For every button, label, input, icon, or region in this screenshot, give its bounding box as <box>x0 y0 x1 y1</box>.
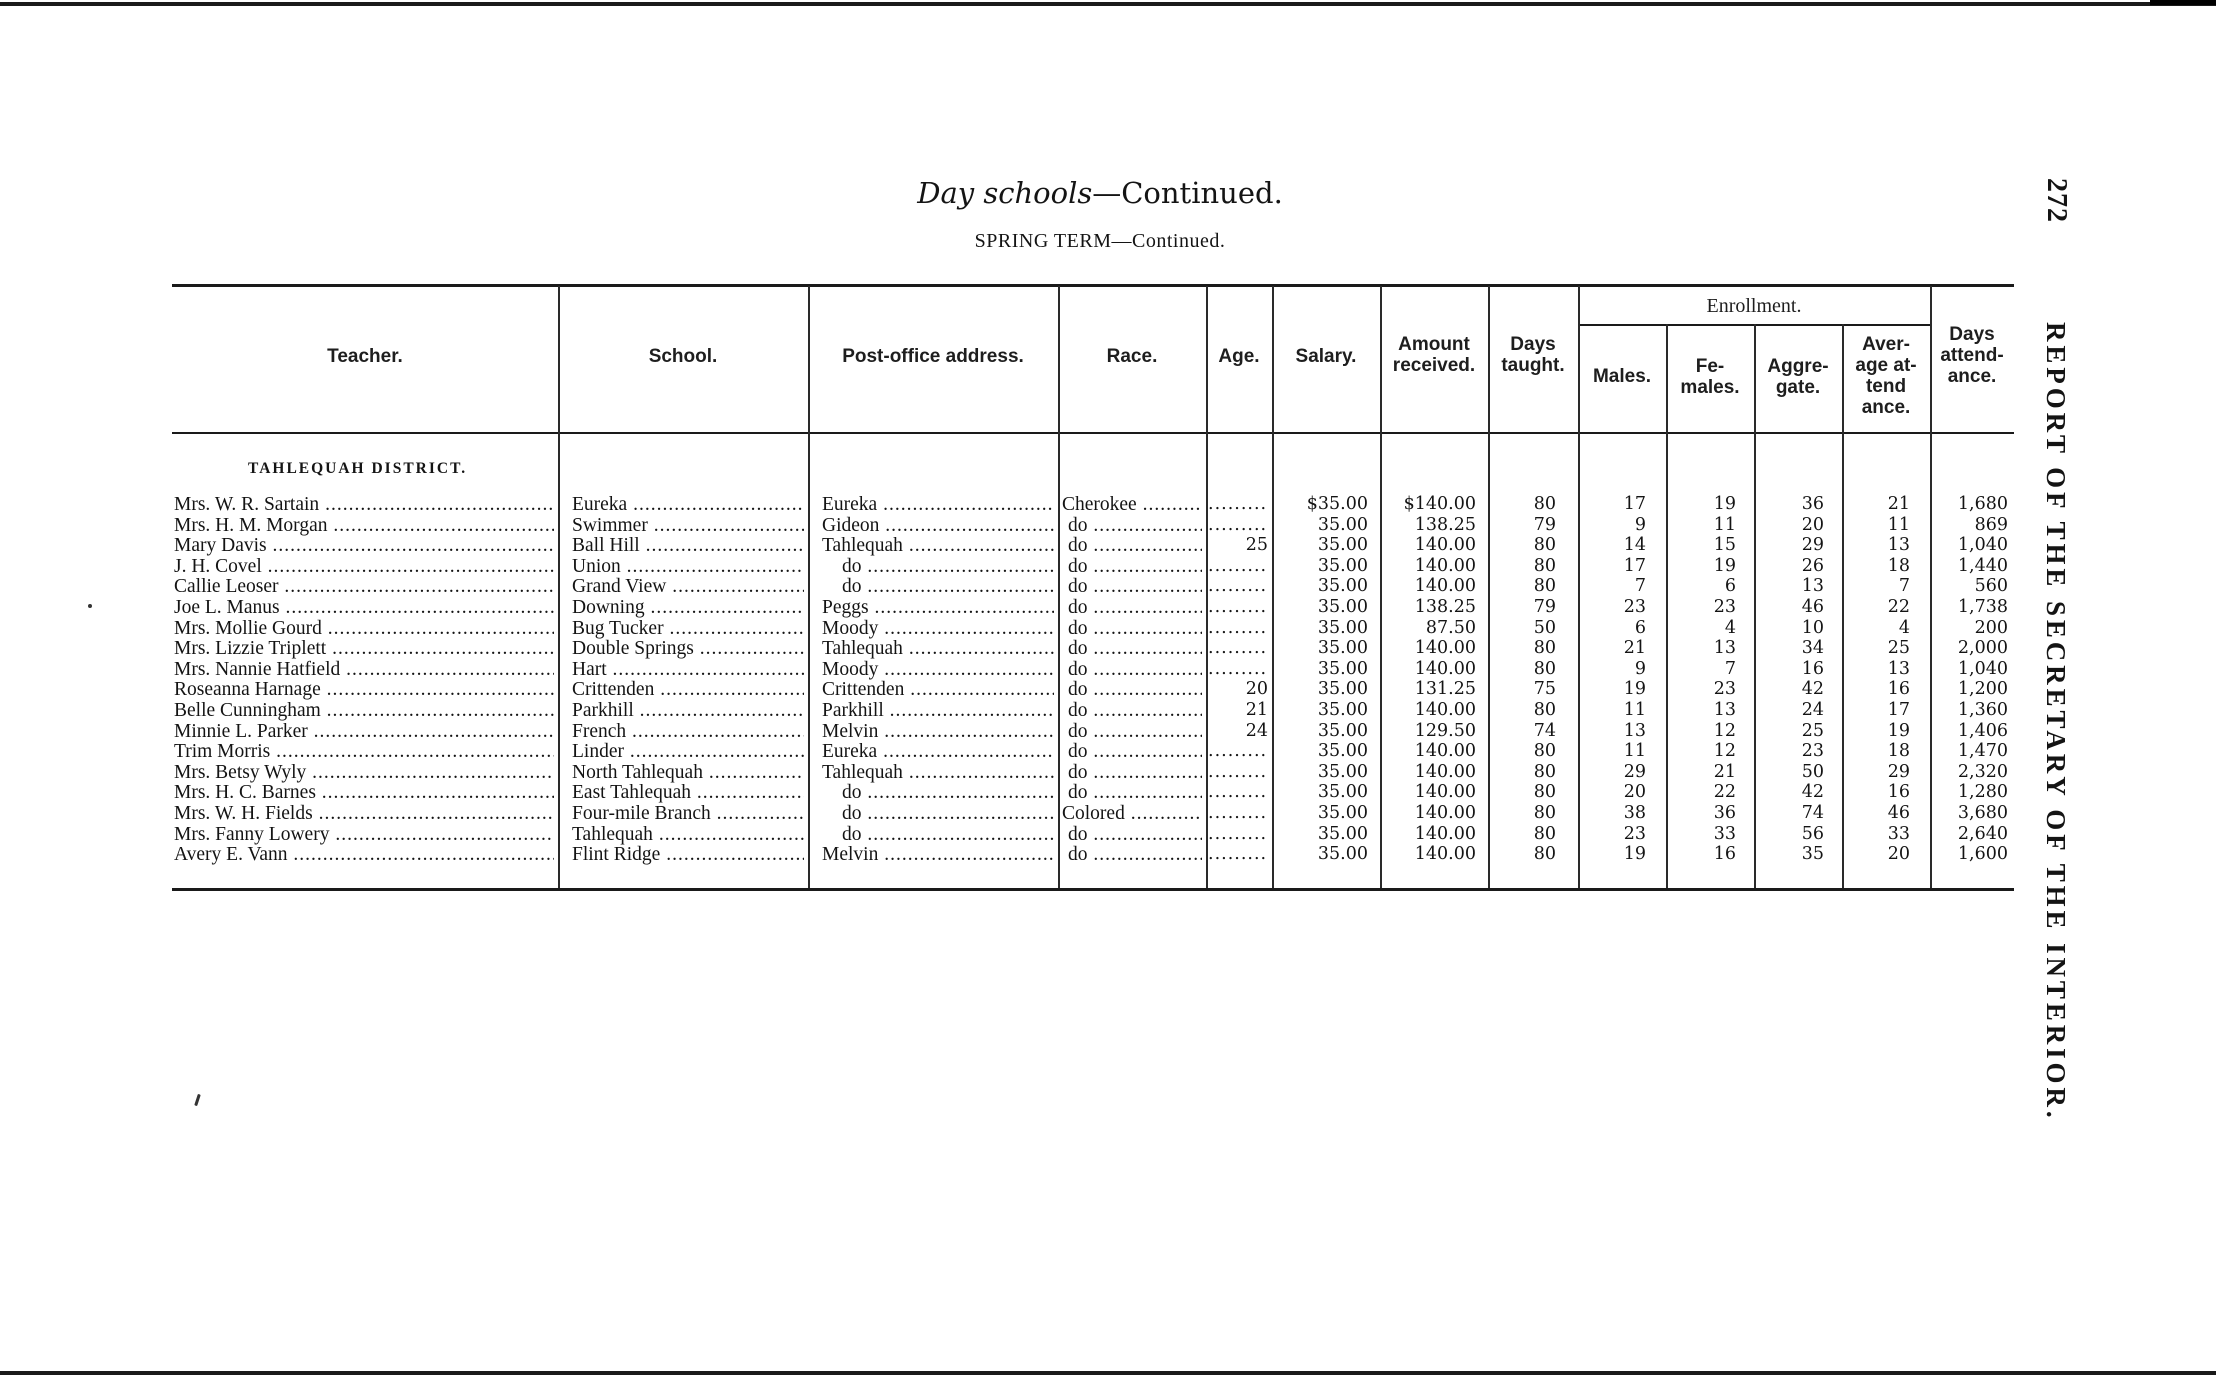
table-row <box>172 618 2014 639</box>
cell-amount: 138.25 <box>1414 514 1476 535</box>
table-row <box>172 700 2014 721</box>
page-title <box>0 176 2200 210</box>
cell-post-office: Eureka ..... <box>822 741 1054 762</box>
cell-females: 23 <box>1713 597 1736 617</box>
cell-days-taught: 80 <box>1533 700 1556 720</box>
cell-post-office: Moody ..... <box>822 659 1054 680</box>
cell-age <box>1208 556 1268 577</box>
cell-females: 23 <box>1713 679 1736 700</box>
table-row <box>172 721 2014 742</box>
cell-females: 4 <box>1724 617 1736 638</box>
header-teacher: Teacher. <box>327 346 403 367</box>
cell-age <box>1208 741 1268 762</box>
cell-post-office: Gideon ..... <box>822 515 1054 536</box>
cell-school: East Tahlequah ..... <box>572 782 804 803</box>
cell-salary: 35.00 <box>1317 638 1368 659</box>
cell-males: 19 <box>1623 844 1646 865</box>
cell-days-taught: 80 <box>1533 576 1556 597</box>
cell-males: 38 <box>1623 803 1646 823</box>
cell-post-office: Eureka ..... <box>822 494 1054 515</box>
cell-age <box>1208 762 1268 783</box>
cell-age <box>1208 844 1268 865</box>
cell-school: Bug Tucker ..... <box>572 618 804 639</box>
cell-post-office: Melvin ..... <box>822 721 1054 742</box>
cell-age: 21 <box>1245 700 1268 720</box>
cell-days-taught: 80 <box>1533 535 1556 556</box>
cell-post-office: Moody ..... <box>822 618 1054 639</box>
cell-race: do ..... <box>1062 762 1202 783</box>
table-row <box>172 638 2014 659</box>
table-row <box>172 844 2014 865</box>
cell-race: do ..... <box>1062 638 1202 659</box>
cell-average-attendance: 18 <box>1887 741 1910 762</box>
table-row <box>172 803 2014 824</box>
table-row <box>172 741 2014 762</box>
cell-amount: 140.00 <box>1414 700 1476 720</box>
cell-teacher: Mrs. Lizzie Triplett ..... <box>174 638 554 659</box>
cell-aggregate: 20 <box>1801 514 1824 535</box>
cell-aggregate: 10 <box>1801 617 1824 638</box>
cell-race: Colored ..... <box>1062 803 1202 824</box>
cell-salary: 35.00 <box>1317 761 1368 782</box>
cell-females: 19 <box>1713 555 1736 576</box>
cell-males: 6 <box>1634 617 1646 638</box>
cell-amount: 140.00 <box>1414 658 1476 679</box>
header-amount-line2: received. <box>1392 355 1476 376</box>
cell-post-office: Melvin ..... <box>822 844 1054 865</box>
cell-amount: 140.00 <box>1414 782 1476 803</box>
header-aggregate-line2: gate. <box>1775 377 1821 398</box>
cell-aggregate: 26 <box>1801 555 1824 576</box>
cell-age: 24 <box>1245 720 1268 741</box>
cell-days-attendance: 1,040 <box>1957 535 2008 556</box>
cell-aggregate: 56 <box>1801 823 1824 844</box>
cell-aggregate: 50 <box>1801 761 1824 782</box>
header-average-line2: age at- <box>1855 355 1917 376</box>
cell-aggregate: 23 <box>1801 741 1824 762</box>
cell-days-taught: 74 <box>1533 720 1556 741</box>
cell-amount: 138.25 <box>1414 597 1476 617</box>
cell-post-office: do ..... <box>822 556 1054 577</box>
cell-average-attendance: 18 <box>1887 555 1910 576</box>
cell-average-attendance: 16 <box>1887 782 1910 803</box>
cell-females: 11 <box>1713 514 1736 535</box>
cell-average-attendance: 4 <box>1898 617 1910 638</box>
cell-teacher: J. H. Covel ..... <box>174 556 554 577</box>
cell-teacher: Mrs. Betsy Wyly ..... <box>174 762 554 783</box>
cell-race: do ..... <box>1062 721 1202 742</box>
cell-salary: 35.00 <box>1317 617 1368 638</box>
cell-salary: 35.00 <box>1317 844 1368 865</box>
cell-females: 36 <box>1713 803 1736 823</box>
cell-days-attendance: 1,600 <box>1957 844 2008 865</box>
cell-post-office: do ..... <box>822 824 1054 845</box>
cell-race: Cherokee ..... <box>1062 494 1202 515</box>
cell-school: Linder ..... <box>572 741 804 762</box>
header-bottom-rule <box>172 432 2014 434</box>
cell-school: Tahlequah ..... <box>572 824 804 845</box>
cell-teacher: Joe L. Manus ..... <box>174 597 554 618</box>
cell-days-taught: 80 <box>1533 782 1556 803</box>
cell-days-attendance: 3,680 <box>1957 803 2008 823</box>
cell-males: 11 <box>1623 700 1646 720</box>
cell-school: Double Springs ..... <box>572 638 804 659</box>
cell-aggregate: 13 <box>1801 576 1824 597</box>
cell-days-taught: 80 <box>1533 741 1556 762</box>
cell-aggregate: 42 <box>1801 679 1824 700</box>
cell-aggregate: 29 <box>1801 535 1824 556</box>
cell-aggregate: 36 <box>1801 494 1824 514</box>
header-school: School. <box>648 346 718 367</box>
cell-days-attendance: 1,040 <box>1957 658 2008 679</box>
cell-amount: 140.00 <box>1414 555 1476 576</box>
cell-age: 20 <box>1245 679 1268 700</box>
cell-amount: 87.50 <box>1425 617 1476 638</box>
cell-teacher: Mary Davis ..... <box>174 535 554 556</box>
cell-females: 22 <box>1713 782 1736 803</box>
cell-salary: 35.00 <box>1317 658 1368 679</box>
cell-teacher: Trim Morris ..... <box>174 741 554 762</box>
cell-school: Crittenden ..... <box>572 679 804 700</box>
header-post-office: Post-office address. <box>842 346 1024 367</box>
bottom-scan-border <box>0 1371 2216 1375</box>
cell-aggregate: 16 <box>1801 658 1824 679</box>
cell-salary: 35.00 <box>1317 720 1368 741</box>
header-average-line1: Aver- <box>1862 334 1910 355</box>
cell-days-attendance: 560 <box>1974 576 2008 597</box>
header-days-att-line3: ance. <box>1947 366 1997 387</box>
cell-post-office: Tahlequah ..... <box>822 535 1054 556</box>
cell-school: Parkhill ..... <box>572 700 804 721</box>
cell-salary: $35.00 <box>1306 494 1368 514</box>
header-aggregate <box>1754 356 1842 398</box>
cell-males: 19 <box>1623 679 1646 700</box>
page-number: 272 <box>2041 178 2072 223</box>
cell-average-attendance: 13 <box>1887 658 1910 679</box>
cell-teacher: Callie Leoser ..... <box>174 576 554 597</box>
cell-days-taught: 80 <box>1533 638 1556 659</box>
cell-teacher: Minnie L. Parker ..... <box>174 721 554 742</box>
cell-age <box>1208 597 1268 618</box>
cell-days-attendance: 2,320 <box>1957 761 2008 782</box>
cell-teacher: Mrs. W. R. Sartain ..... <box>174 494 554 515</box>
cell-teacher: Mrs. H. C. Barnes ..... <box>174 782 554 803</box>
cell-school: Grand View ..... <box>572 576 804 597</box>
cell-average-attendance: 11 <box>1887 514 1910 535</box>
cell-average-attendance: 25 <box>1887 638 1910 659</box>
cell-days-taught: 80 <box>1533 844 1556 865</box>
cell-amount: $140.00 <box>1403 494 1476 514</box>
cell-age <box>1208 638 1268 659</box>
cell-teacher: Roseanna Harnage ..... <box>174 679 554 700</box>
cell-teacher: Belle Cunningham ..... <box>174 700 554 721</box>
cell-age <box>1208 782 1268 803</box>
cell-school: North Tahlequah ..... <box>572 762 804 783</box>
cell-females: 13 <box>1713 700 1736 720</box>
header-salary: Salary. <box>1295 346 1357 367</box>
cell-days-attendance: 1,406 <box>1957 720 2008 741</box>
header-males: Males. <box>1592 366 1652 387</box>
table-row <box>172 762 2014 783</box>
header-days-att-line1: Days <box>1949 324 1995 345</box>
table-row <box>172 679 2014 700</box>
table-row <box>172 597 2014 618</box>
cell-females: 16 <box>1713 844 1736 865</box>
cell-school: Union ..... <box>572 556 804 577</box>
cell-amount: 140.00 <box>1414 535 1476 556</box>
cell-age <box>1208 659 1268 680</box>
cell-post-office: Peggs ..... <box>822 597 1054 618</box>
cell-salary: 35.00 <box>1317 555 1368 576</box>
cell-post-office: Tahlequah ..... <box>822 638 1054 659</box>
cell-race: do ..... <box>1062 618 1202 639</box>
cell-aggregate: 34 <box>1801 638 1824 659</box>
cell-males: 17 <box>1623 494 1646 514</box>
cell-race: do ..... <box>1062 782 1202 803</box>
table-row <box>172 576 2014 597</box>
cell-males: 29 <box>1623 761 1646 782</box>
header-females-line2: males. <box>1680 377 1740 398</box>
cell-race: do ..... <box>1062 700 1202 721</box>
cell-aggregate: 74 <box>1801 803 1824 823</box>
cell-post-office: do ..... <box>822 576 1054 597</box>
cell-salary: 35.00 <box>1317 803 1368 823</box>
cell-salary: 35.00 <box>1317 679 1368 700</box>
cell-females: 15 <box>1713 535 1736 556</box>
cell-females: 21 <box>1713 761 1736 782</box>
cell-age <box>1208 515 1268 536</box>
district-heading: TAHLEQUAH DISTRICT. <box>248 460 468 477</box>
cell-post-office: do ..... <box>822 803 1054 824</box>
cell-amount: 140.00 <box>1414 761 1476 782</box>
header-amount-line1: Amount <box>1398 334 1470 355</box>
header-females <box>1666 356 1754 398</box>
cell-teacher: Mrs. Nannie Hatfield ..... <box>174 659 554 680</box>
cell-average-attendance: 33 <box>1887 823 1910 844</box>
cell-days-attendance: 1,738 <box>1957 597 2008 617</box>
cell-school: Hart ..... <box>572 659 804 680</box>
header-days-att-line2: attend- <box>1940 345 2004 366</box>
cell-females: 12 <box>1713 720 1736 741</box>
cell-days-taught: 75 <box>1533 679 1556 700</box>
cell-salary: 35.00 <box>1317 782 1368 803</box>
cell-average-attendance: 13 <box>1887 535 1910 556</box>
cell-amount: 140.00 <box>1414 638 1476 659</box>
cell-salary: 35.00 <box>1317 576 1368 597</box>
cell-males: 7 <box>1634 576 1646 597</box>
cell-males: 21 <box>1623 638 1646 659</box>
cell-males: 20 <box>1623 782 1646 803</box>
cell-post-office: do ..... <box>822 782 1054 803</box>
cell-teacher: Avery E. Vann ..... <box>174 844 554 865</box>
cell-days-taught: 80 <box>1533 658 1556 679</box>
cell-teacher: Mrs. H. M. Morgan ..... <box>174 515 554 536</box>
cell-females: 33 <box>1713 823 1736 844</box>
cell-males: 9 <box>1634 514 1646 535</box>
cell-school: Flint Ridge ..... <box>572 844 804 865</box>
header-average-attendance <box>1842 334 1930 418</box>
header-females-line1: Fe- <box>1695 356 1725 377</box>
cell-days-taught: 50 <box>1533 617 1556 638</box>
cell-school: French ..... <box>572 721 804 742</box>
cell-females: 13 <box>1713 638 1736 659</box>
day-schools-table <box>172 280 2014 892</box>
page-title-italic: Day schools <box>917 176 1093 210</box>
cell-aggregate: 42 <box>1801 782 1824 803</box>
table-bottom-rule <box>172 888 2014 891</box>
cell-post-office: Parkhill ..... <box>822 700 1054 721</box>
header-days-taught-line1: Days <box>1510 334 1556 355</box>
page-subtitle: SPRING TERM—Continued. <box>974 230 1226 252</box>
cell-race: do ..... <box>1062 576 1202 597</box>
header-average-line3: tend <box>1865 376 1907 397</box>
cell-salary: 35.00 <box>1317 535 1368 556</box>
cell-race: do ..... <box>1062 535 1202 556</box>
cell-average-attendance: 46 <box>1887 803 1910 823</box>
cell-males: 11 <box>1623 741 1646 762</box>
cell-days-taught: 79 <box>1533 514 1556 535</box>
cell-amount: 129.50 <box>1414 720 1476 741</box>
cell-race: do ..... <box>1062 597 1202 618</box>
cell-average-attendance: 17 <box>1887 700 1910 720</box>
cell-salary: 35.00 <box>1317 823 1368 844</box>
cell-race: do ..... <box>1062 659 1202 680</box>
cell-salary: 35.00 <box>1317 597 1368 617</box>
cell-age <box>1208 824 1268 845</box>
cell-amount: 140.00 <box>1414 803 1476 823</box>
page-title-rest: —Continued. <box>1092 176 1283 210</box>
table-row <box>172 824 2014 845</box>
cell-average-attendance: 20 <box>1887 844 1910 865</box>
cell-school: Swimmer ..... <box>572 515 804 536</box>
cell-average-attendance: 29 <box>1887 761 1910 782</box>
cell-days-attendance: 2,640 <box>1957 823 2008 844</box>
cell-aggregate: 46 <box>1801 597 1824 617</box>
header-race: Race. <box>1106 346 1158 367</box>
running-title: REPORT OF THE SECRETARY OF THE INTERIOR. <box>2041 321 2071 1122</box>
table-row <box>172 515 2014 536</box>
cell-days-attendance: 869 <box>1974 514 2008 535</box>
cell-average-attendance: 16 <box>1887 679 1910 700</box>
header-days-taught <box>1488 334 1578 376</box>
cell-average-attendance: 21 <box>1887 494 1910 514</box>
cell-race: do ..... <box>1062 556 1202 577</box>
scan-speck <box>88 604 92 608</box>
header-days-taught-line2: taught. <box>1501 355 1565 376</box>
cell-males: 23 <box>1623 597 1646 617</box>
cell-females: 19 <box>1713 494 1736 514</box>
cell-school: Ball Hill ..... <box>572 535 804 556</box>
cell-post-office: Crittenden ..... <box>822 679 1054 700</box>
header-average-line4: ance. <box>1861 397 1911 418</box>
running-head <box>2040 178 2072 1121</box>
cell-days-attendance: 1,280 <box>1957 782 2008 803</box>
cell-race: do ..... <box>1062 844 1202 865</box>
cell-teacher: Mrs. Fanny Lowery ..... <box>174 824 554 845</box>
cell-days-taught: 80 <box>1533 761 1556 782</box>
cell-average-attendance: 7 <box>1898 576 1910 597</box>
cell-days-taught: 80 <box>1533 555 1556 576</box>
table-row <box>172 494 2014 515</box>
cell-aggregate: 25 <box>1801 720 1824 741</box>
cell-teacher: Mrs. W. H. Fields ..... <box>174 803 554 824</box>
cell-amount: 140.00 <box>1414 844 1476 865</box>
cell-salary: 35.00 <box>1317 741 1368 762</box>
cell-school: Downing ..... <box>572 597 804 618</box>
cell-days-taught: 79 <box>1533 597 1556 617</box>
cell-males: 23 <box>1623 823 1646 844</box>
cell-days-attendance: 2,000 <box>1957 638 2008 659</box>
header-aggregate-line1: Aggre- <box>1767 356 1829 377</box>
table-top-rule <box>172 284 2014 287</box>
cell-days-attendance: 1,360 <box>1957 700 2008 720</box>
scan-speck <box>194 1094 201 1106</box>
top-scan-border <box>0 2 2216 6</box>
cell-days-taught: 80 <box>1533 803 1556 823</box>
cell-age <box>1208 494 1268 515</box>
cell-age <box>1208 618 1268 639</box>
cell-amount: 140.00 <box>1414 576 1476 597</box>
table-row <box>172 535 2014 556</box>
cell-amount: 140.00 <box>1414 823 1476 844</box>
cell-males: 9 <box>1634 658 1646 679</box>
header-amount <box>1380 334 1488 376</box>
cell-females: 7 <box>1724 658 1736 679</box>
cell-days-taught: 80 <box>1533 494 1556 514</box>
cell-school: Four-mile Branch ..... <box>572 803 804 824</box>
cell-females: 12 <box>1713 741 1736 762</box>
cell-age: 25 <box>1245 535 1268 556</box>
cell-days-attendance: 1,200 <box>1957 679 2008 700</box>
cell-teacher: Mrs. Mollie Gourd ..... <box>174 618 554 639</box>
cell-days-taught: 80 <box>1533 823 1556 844</box>
cell-average-attendance: 19 <box>1887 720 1910 741</box>
cell-age <box>1208 803 1268 824</box>
cell-males: 17 <box>1623 555 1646 576</box>
cell-race: do ..... <box>1062 824 1202 845</box>
header-days-attendance <box>1930 324 2014 387</box>
cell-days-attendance: 1,470 <box>1957 741 2008 762</box>
cell-amount: 131.25 <box>1414 679 1476 700</box>
cell-aggregate: 35 <box>1801 844 1824 865</box>
corner-scan-border <box>2150 0 2216 5</box>
cell-days-attendance: 200 <box>1974 617 2008 638</box>
cell-race: do ..... <box>1062 515 1202 536</box>
cell-average-attendance: 22 <box>1887 597 1910 617</box>
table-row <box>172 782 2014 803</box>
cell-school: Eureka ..... <box>572 494 804 515</box>
cell-race: do ..... <box>1062 679 1202 700</box>
cell-salary: 35.00 <box>1317 700 1368 720</box>
cell-amount: 140.00 <box>1414 741 1476 762</box>
table-row <box>172 556 2014 577</box>
cell-race: do ..... <box>1062 741 1202 762</box>
cell-post-office: Tahlequah ..... <box>822 762 1054 783</box>
cell-females: 6 <box>1724 576 1736 597</box>
cell-days-attendance: 1,440 <box>1957 555 2008 576</box>
cell-males: 13 <box>1623 720 1646 741</box>
cell-aggregate: 24 <box>1801 700 1824 720</box>
cell-days-attendance: 1,680 <box>1957 494 2008 514</box>
cell-males: 14 <box>1623 535 1646 556</box>
header-age: Age. <box>1218 346 1260 367</box>
cell-age <box>1208 576 1268 597</box>
header-enrollment: Enrollment. <box>1706 295 1802 317</box>
table-row <box>172 659 2014 680</box>
cell-salary: 35.00 <box>1317 514 1368 535</box>
